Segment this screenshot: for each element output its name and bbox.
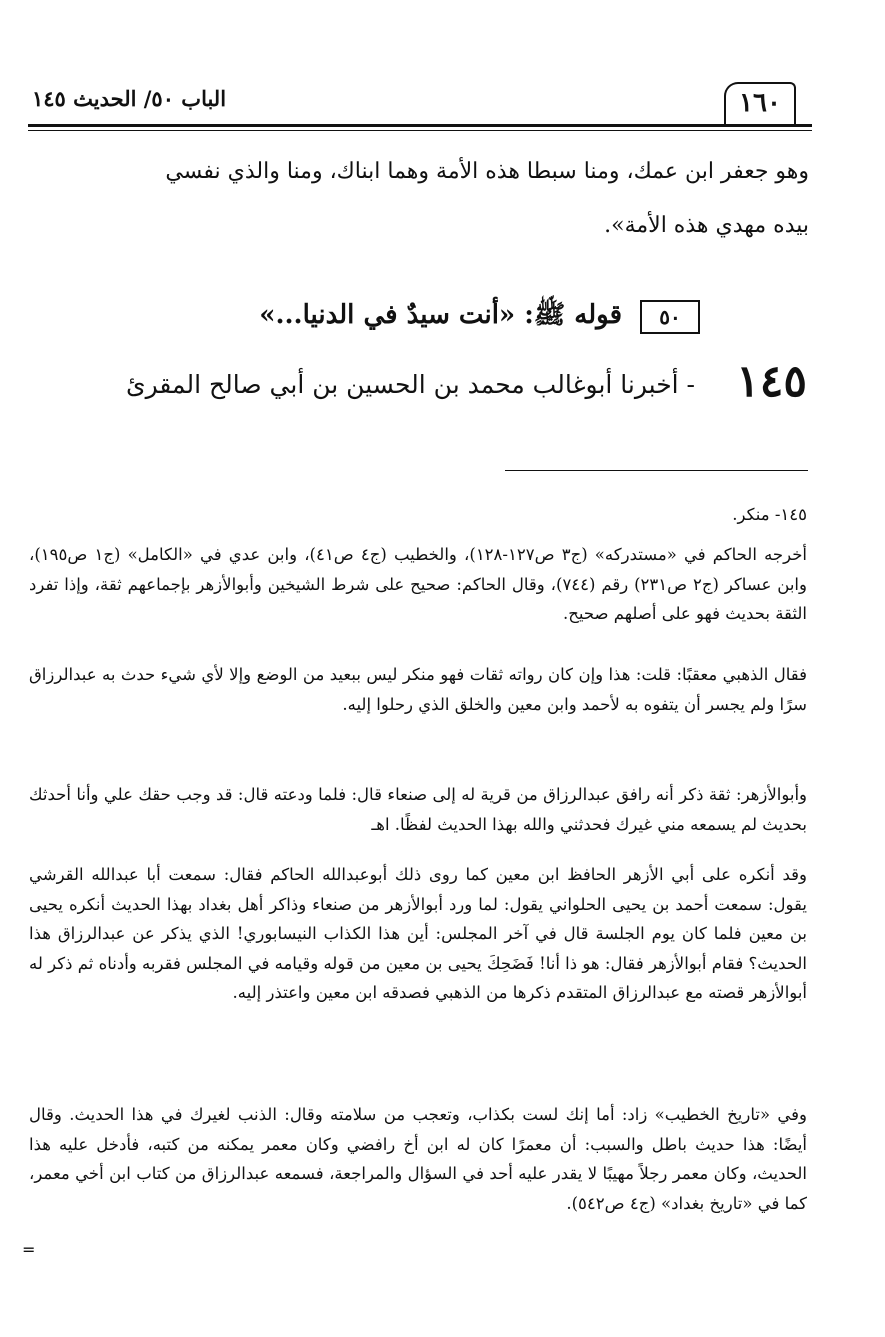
body-line-1: وهو جعفر ابن عمك، ومنا سبطا هذه الأمة وهما ابناك، ومنا والذي نفسي (165, 159, 809, 184)
chapter-number-box: ٥٠ (640, 300, 700, 334)
footnote-paragraph: وأبوالأزهر: ثقة ذكر أنه رافق عبدالرزاق من قرية له إلى صنعاء قال: فلما ودعته قال: قد وجب حقك علي وأنا أحدثك بحديث لم يسمعه مني غيرك فحدثني والله بهذا الحديث لفظًا. اهـ (29, 785, 807, 834)
page-header (28, 80, 810, 124)
body-line-2: بيده مهدي هذه الأمة». (604, 213, 809, 238)
hadith-number: ١٤٥ (736, 356, 807, 407)
footnote-paragraph: وفي «تاريخ الخطيب» زاد: أما إنك لست بكذاب، وتعجب من سلامته وقال: الذنب لغيرك في هذا الحديث. وقال أيضًا: هذا حديث باطل والسبب: أن معمرًا كان له ابن أخ رافضي وكان معمر يمكنه من كتبه، فأدخل عليه هذا الحديث، وكان معمر رجلاً مهيبًا لا يقدر عليه أحد في السؤال والمراجعة، فسمعه عبدالرزاق من كتاب ابن أخي معمر، كما في «تاريخ بغداد» (ج٤ ص٥٤٢). (29, 1105, 807, 1213)
running-title: الباب ٥٠/ الحديث ١٤٥ (32, 86, 227, 111)
continuation-mark: = (22, 1240, 36, 1259)
hadith-chain: - أخبرنا أبوغالب محمد بن الحسين بن أبي صالح المقرئ (126, 370, 695, 399)
footnote-separator (505, 470, 808, 471)
footnote-paragraph: وقد أنكره على أبي الأزهر الحافظ ابن معين كما روى ذلك أبوعبدالله الحاكم فقال: سمعت أبا عبدالله القرشي يقول: سمعت أحمد بن يحيى الحلواني يقول: لما ورد أبوالأزهر من صنعاء وذاكر أهل بغداد بهذا الحديث أنكره يحيى بن معين فلما كان يوم الجلسة قال في آخر المجلس: أين هذا الكذاب النيسابوري! الذي يذكر عن عبدالرزاق هذا الحديث؟ فقام أبوالأزهر فقال: هو ذا أنا! فَضَحِكَ يحيى بن معين من قوله وقيامه في المجلس فقربه وأدناه ثم ذكر له أبوالأزهر قصته مع عبدالرزاق المتقدم ذكرها من الذهبي فصدقه ابن معين واعتذر إليه. (29, 865, 807, 1002)
footnote-heading: ١٤٥- منكر. (732, 505, 807, 524)
hadith-opening (67, 356, 807, 422)
footnote-paragraph: فقال الذهبي معقبًا: قلت: هذا وإن كان رواته ثقات فهو منكر ليس ببعيد من الوضع وإلا لأي شيء حدث به عبدالرزاق سرًا ولم يجسر أن يتفوه به لأحمد وابن معين والخلق الذي رحلوا إليه. (29, 665, 807, 714)
header-rule-thick (28, 124, 812, 127)
page-number: ١٦٠ (724, 82, 796, 124)
header-rule-thin (28, 130, 812, 131)
footnote-paragraph: أخرجه الحاكم في «مستدركه» (ج٣ ص١٢٧-١٢٨)، والخطيب (ج٤ ص٤١)، وابن عدي في «الكامل» (ج١ ص١٩٥)، وابن عساكر (ج٢ ص٢٣١) رقم (٧٤٤)، وقال الحاكم: صحيح على شرط الشيخين وأبوالأزهر بإجماعهم ثقة، وإذا تفرد الثقة بحديث فهو على أصلهم صحيح. (29, 545, 808, 623)
chapter-heading (160, 298, 700, 344)
chapter-title: قوله ﷺ: «أنت سيدٌ في الدنيا...» (259, 300, 622, 330)
